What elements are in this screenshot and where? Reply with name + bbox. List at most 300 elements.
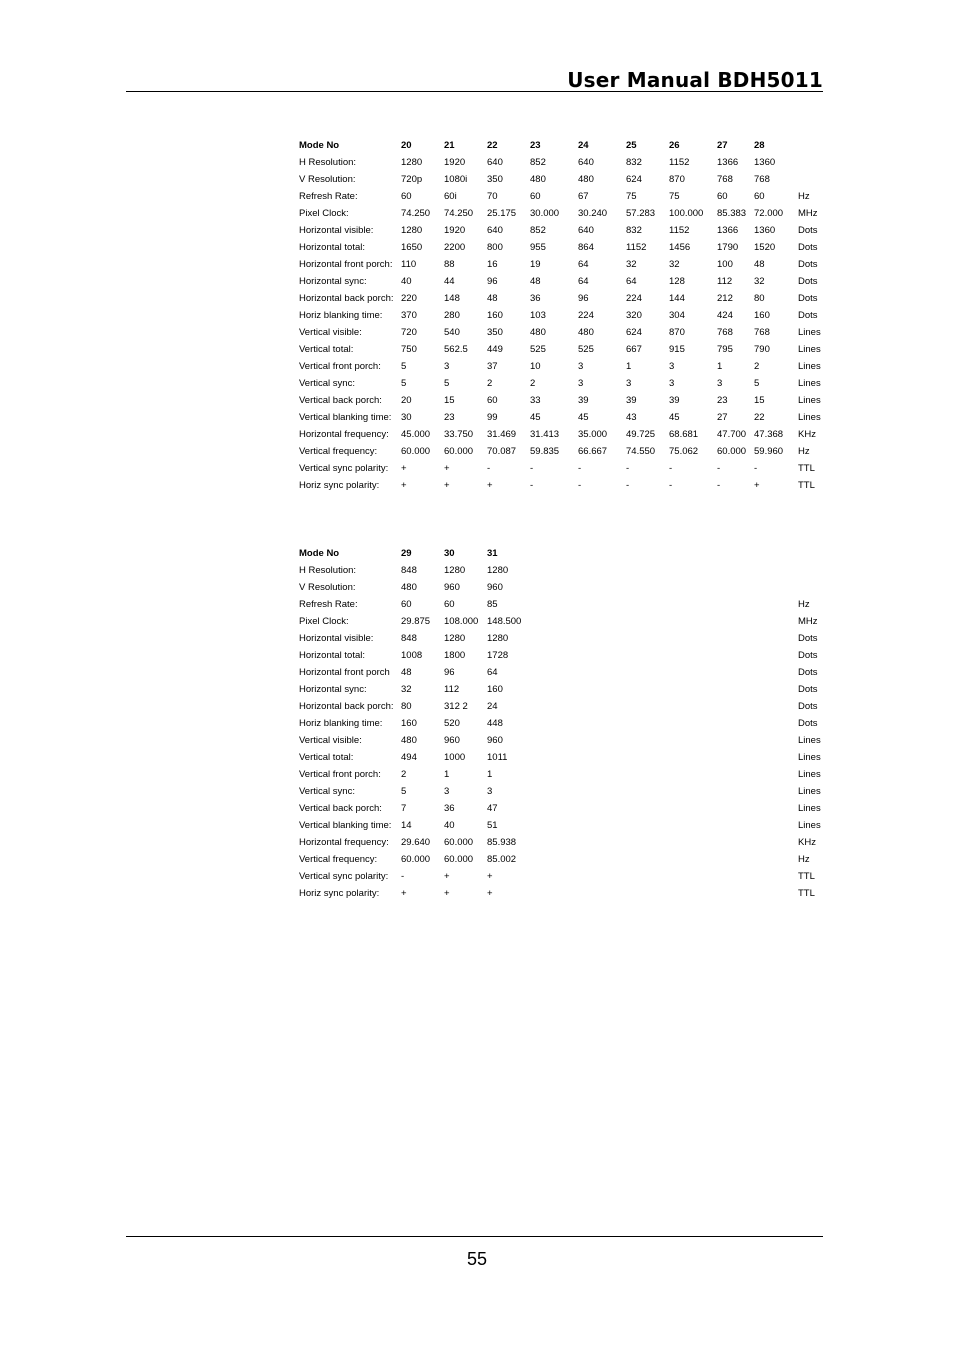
table-cell: - bbox=[669, 480, 673, 491]
table-cell: 72.000 bbox=[754, 208, 784, 219]
table-cell: 112 bbox=[717, 276, 733, 287]
unit-cell: Hz bbox=[798, 446, 810, 457]
table-row bbox=[299, 647, 828, 664]
table-cell: + bbox=[444, 888, 450, 899]
table-cell: 60 bbox=[487, 395, 498, 406]
unit-cell: TTL bbox=[798, 480, 815, 491]
table-cell: 148 bbox=[444, 293, 460, 304]
unit-cell: Lines bbox=[798, 803, 821, 814]
empty-cell bbox=[530, 732, 578, 749]
table-cell: 75 bbox=[669, 191, 680, 202]
unit-cell: Dots bbox=[798, 276, 818, 287]
unit-cell: Hz bbox=[798, 599, 810, 610]
table-cell: 39 bbox=[578, 395, 589, 406]
empty-cell bbox=[530, 664, 578, 681]
empty-cell bbox=[626, 698, 669, 715]
column-header-mode: 22 bbox=[487, 140, 498, 151]
empty-cell bbox=[530, 630, 578, 647]
table-cell: 525 bbox=[578, 344, 594, 355]
table-cell: 1728 bbox=[487, 650, 509, 661]
table-cell: 57.283 bbox=[626, 208, 656, 219]
table-cell: 45 bbox=[669, 412, 680, 423]
table-cell: 19 bbox=[530, 259, 541, 270]
table-cell: 60 bbox=[754, 191, 765, 202]
table-cell: 320 bbox=[626, 310, 642, 321]
table-cell: 70 bbox=[487, 191, 498, 202]
empty-cell bbox=[669, 647, 717, 664]
row-label: Vertical total: bbox=[299, 344, 354, 355]
table-cell: 85.938 bbox=[487, 837, 517, 848]
table-cell: 48 bbox=[530, 276, 541, 287]
column-header-mode: 30 bbox=[444, 548, 455, 559]
table-cell: 64 bbox=[578, 259, 589, 270]
table-cell: 5 bbox=[754, 378, 760, 389]
empty-cell bbox=[754, 783, 798, 800]
empty-cell bbox=[626, 715, 669, 732]
table-cell: 790 bbox=[754, 344, 770, 355]
unit-cell: Dots bbox=[798, 225, 818, 236]
table-cell: 768 bbox=[754, 174, 770, 185]
table-cell: 1520 bbox=[754, 242, 776, 253]
table-cell: 100 bbox=[717, 259, 733, 270]
empty-cell bbox=[754, 681, 798, 698]
table-cell: 48 bbox=[754, 259, 765, 270]
row-label: Horizontal front porch: bbox=[299, 259, 393, 270]
table-cell: 1280 bbox=[487, 633, 509, 644]
table-cell: 449 bbox=[487, 344, 503, 355]
empty-cell bbox=[530, 613, 578, 630]
table-cell: 480 bbox=[530, 174, 546, 185]
empty-cell bbox=[754, 851, 798, 868]
table-cell: - bbox=[717, 480, 721, 491]
empty-cell bbox=[754, 885, 798, 902]
table-cell: 3 bbox=[487, 786, 493, 797]
table-header-row bbox=[299, 545, 828, 562]
column-header-mode-no: Mode No bbox=[299, 140, 340, 151]
row-label: Vertical back porch: bbox=[299, 395, 382, 406]
column-header-mode: 24 bbox=[578, 140, 589, 151]
empty-cell bbox=[669, 596, 717, 613]
table-cell: 40 bbox=[444, 820, 455, 831]
empty-cell bbox=[578, 800, 626, 817]
table-cell: 768 bbox=[717, 174, 733, 185]
table-cell: 31.413 bbox=[530, 429, 560, 440]
empty-cell bbox=[669, 698, 717, 715]
empty-cell bbox=[626, 630, 669, 647]
table-cell: 29.875 bbox=[401, 616, 431, 627]
empty-cell bbox=[717, 596, 754, 613]
table-cell: 23 bbox=[717, 395, 728, 406]
table-cell: 1360 bbox=[754, 225, 776, 236]
table-cell: 494 bbox=[401, 752, 417, 763]
table-cell: 480 bbox=[401, 735, 417, 746]
empty-cell bbox=[669, 800, 717, 817]
column-header-mode: 23 bbox=[530, 140, 541, 151]
empty-cell bbox=[669, 545, 717, 562]
empty-cell bbox=[626, 766, 669, 783]
table-cell: 148.500 bbox=[487, 616, 522, 627]
row-label: Vertical sync: bbox=[299, 786, 355, 797]
row-label: Pixel Clock: bbox=[299, 208, 349, 219]
table-cell: 3 bbox=[444, 361, 450, 372]
table-cell: 870 bbox=[669, 174, 685, 185]
empty-cell bbox=[626, 783, 669, 800]
row-label: Horizontal total: bbox=[299, 242, 366, 253]
table-cell: 540 bbox=[444, 327, 460, 338]
table-cell: - bbox=[578, 480, 582, 491]
empty-cell bbox=[626, 681, 669, 698]
row-label: Horizontal sync: bbox=[299, 276, 367, 287]
table-cell: - bbox=[530, 480, 534, 491]
empty-cell bbox=[530, 800, 578, 817]
table-cell: 7 bbox=[401, 803, 407, 814]
empty-cell bbox=[717, 783, 754, 800]
table-row bbox=[299, 732, 828, 749]
table-cell: 800 bbox=[487, 242, 503, 253]
table-cell: 525 bbox=[530, 344, 546, 355]
table-cell: 768 bbox=[754, 327, 770, 338]
unit-cell: Lines bbox=[798, 395, 821, 406]
unit-cell bbox=[798, 579, 828, 596]
empty-cell bbox=[530, 545, 578, 562]
row-label: Horiz blanking time: bbox=[299, 718, 383, 729]
table-row bbox=[299, 239, 828, 256]
table-row bbox=[299, 783, 828, 800]
table-cell: 96 bbox=[578, 293, 589, 304]
table-cell: - bbox=[717, 463, 721, 474]
empty-cell bbox=[669, 579, 717, 596]
table-cell: 70.087 bbox=[487, 446, 517, 457]
table-cell: 66.667 bbox=[578, 446, 608, 457]
empty-cell bbox=[578, 579, 626, 596]
table-cell: 424 bbox=[717, 310, 733, 321]
table-cell: 31.469 bbox=[487, 429, 517, 440]
unit-cell: Dots bbox=[798, 701, 818, 712]
row-label: Vertical front porch: bbox=[299, 361, 381, 372]
empty-cell bbox=[626, 562, 669, 579]
table-cell: 39 bbox=[669, 395, 680, 406]
table-cell: 795 bbox=[717, 344, 733, 355]
table-cell: 955 bbox=[530, 242, 546, 253]
empty-cell bbox=[530, 783, 578, 800]
table-cell: 128 bbox=[669, 276, 685, 287]
table-row bbox=[299, 630, 828, 647]
empty-cell bbox=[717, 630, 754, 647]
table-row bbox=[299, 596, 828, 613]
table-cell: + bbox=[401, 480, 407, 491]
row-label: Vertical back porch: bbox=[299, 803, 382, 814]
table-cell: 37 bbox=[487, 361, 498, 372]
table-cell: 1790 bbox=[717, 242, 739, 253]
table-cell: 60i bbox=[444, 191, 457, 202]
table-cell: 60.000 bbox=[401, 446, 431, 457]
table-cell: 80 bbox=[401, 701, 412, 712]
empty-cell bbox=[669, 766, 717, 783]
unit-cell: Lines bbox=[798, 412, 821, 423]
empty-cell bbox=[578, 732, 626, 749]
table-cell: 32 bbox=[401, 684, 412, 695]
header-rule bbox=[126, 91, 823, 92]
table-row bbox=[299, 392, 828, 409]
empty-cell bbox=[669, 715, 717, 732]
empty-cell bbox=[578, 647, 626, 664]
table-cell: 1280 bbox=[444, 633, 466, 644]
row-label: Vertical visible: bbox=[299, 735, 362, 746]
empty-cell bbox=[626, 885, 669, 902]
table-cell: 640 bbox=[578, 157, 594, 168]
empty-cell bbox=[626, 868, 669, 885]
empty-cell bbox=[626, 664, 669, 681]
row-label: Horizontal visible: bbox=[299, 225, 374, 236]
table-cell: 1152 bbox=[669, 225, 690, 236]
unit-cell: Dots bbox=[798, 684, 818, 695]
empty-cell bbox=[530, 749, 578, 766]
unit-cell: Lines bbox=[798, 769, 821, 780]
unit-cell: MHz bbox=[798, 616, 818, 627]
table-cell: 23 bbox=[444, 412, 455, 423]
empty-cell bbox=[754, 596, 798, 613]
table-cell: 39 bbox=[626, 395, 637, 406]
empty-cell bbox=[717, 749, 754, 766]
empty-cell bbox=[669, 630, 717, 647]
empty-cell bbox=[530, 851, 578, 868]
unit-cell: TTL bbox=[798, 871, 815, 882]
table-cell: 1360 bbox=[754, 157, 776, 168]
table-cell: 88 bbox=[444, 259, 455, 270]
row-label: Horizontal frequency: bbox=[299, 429, 389, 440]
table-cell: 49.725 bbox=[626, 429, 656, 440]
table-row bbox=[299, 562, 828, 579]
empty-cell bbox=[578, 817, 626, 834]
unit-cell: KHz bbox=[798, 837, 816, 848]
table-row bbox=[299, 188, 828, 205]
table-cell: 35.000 bbox=[578, 429, 608, 440]
table-cell: 110 bbox=[401, 259, 417, 270]
table-cell: 22 bbox=[754, 412, 765, 423]
empty-cell bbox=[717, 698, 754, 715]
table-header-row bbox=[299, 137, 828, 154]
table-cell: 1920 bbox=[444, 157, 466, 168]
table-cell: 33.750 bbox=[444, 429, 474, 440]
table-cell: 2 bbox=[487, 378, 493, 389]
table-cell: 64 bbox=[626, 276, 637, 287]
empty-cell bbox=[717, 885, 754, 902]
table-cell: 160 bbox=[754, 310, 770, 321]
table-row bbox=[299, 460, 828, 477]
row-label: V Resolution: bbox=[299, 582, 356, 593]
table-cell: 60 bbox=[717, 191, 728, 202]
table-cell: 60 bbox=[530, 191, 541, 202]
empty-cell bbox=[626, 851, 669, 868]
empty-cell bbox=[754, 715, 798, 732]
empty-cell bbox=[669, 783, 717, 800]
empty-cell bbox=[626, 732, 669, 749]
empty-cell bbox=[717, 868, 754, 885]
empty-cell bbox=[578, 868, 626, 885]
table-cell: 1008 bbox=[401, 650, 423, 661]
table-row bbox=[299, 154, 828, 171]
table-cell: 60.000 bbox=[444, 446, 474, 457]
table-cell: 1366 bbox=[717, 157, 739, 168]
empty-cell bbox=[754, 834, 798, 851]
table-cell: 47.368 bbox=[754, 429, 784, 440]
empty-cell bbox=[669, 613, 717, 630]
table-row bbox=[299, 205, 828, 222]
footer-rule bbox=[126, 1236, 823, 1237]
table-cell: 47 bbox=[487, 803, 498, 814]
table-cell: 960 bbox=[444, 582, 460, 593]
table-cell: 74.250 bbox=[444, 208, 474, 219]
table-row bbox=[299, 817, 828, 834]
table-row bbox=[299, 375, 828, 392]
table-cell: 960 bbox=[444, 735, 460, 746]
row-label: Vertical sync polarity: bbox=[299, 871, 389, 882]
unit-cell: Dots bbox=[798, 650, 818, 661]
unit-cell: Dots bbox=[798, 259, 818, 270]
table-row bbox=[299, 409, 828, 426]
table-cell: 624 bbox=[626, 327, 642, 338]
table-cell: - bbox=[669, 463, 673, 474]
row-label: Pixel Clock: bbox=[299, 616, 349, 627]
column-header-mode: 25 bbox=[626, 140, 637, 151]
table-cell: + bbox=[487, 480, 493, 491]
unit-cell: Lines bbox=[798, 735, 821, 746]
column-header-mode: 26 bbox=[669, 140, 680, 151]
table-row bbox=[299, 307, 828, 324]
table-cell: 3 bbox=[444, 786, 450, 797]
table-cell: 43 bbox=[626, 412, 637, 423]
table-cell: 85.383 bbox=[717, 208, 747, 219]
table-cell: 720 bbox=[401, 327, 417, 338]
row-label: Horizontal visible: bbox=[299, 633, 374, 644]
table-cell: 3 bbox=[669, 361, 675, 372]
table-row bbox=[299, 324, 828, 341]
empty-cell bbox=[530, 885, 578, 902]
empty-cell bbox=[578, 545, 626, 562]
table-cell: 915 bbox=[669, 344, 685, 355]
empty-cell bbox=[717, 851, 754, 868]
row-label: Horizontal sync: bbox=[299, 684, 367, 695]
unit-cell bbox=[798, 562, 828, 579]
empty-cell bbox=[578, 630, 626, 647]
table-cell: 20 bbox=[401, 395, 412, 406]
table-cell: + bbox=[444, 463, 450, 474]
table-cell: 40 bbox=[401, 276, 412, 287]
table-row bbox=[299, 681, 828, 698]
table-cell: 74.250 bbox=[401, 208, 431, 219]
table-cell: 2 bbox=[401, 769, 407, 780]
table-row bbox=[299, 800, 828, 817]
row-label: Vertical frequency: bbox=[299, 854, 378, 865]
unit-cell: Hz bbox=[798, 854, 810, 865]
row-label: Vertical front porch: bbox=[299, 769, 381, 780]
empty-cell bbox=[717, 664, 754, 681]
table-cell: 1280 bbox=[401, 157, 423, 168]
row-label: Vertical total: bbox=[299, 752, 354, 763]
table-cell: 5 bbox=[401, 361, 407, 372]
empty-cell bbox=[669, 868, 717, 885]
unit-cell: Hz bbox=[798, 191, 810, 202]
table-cell: 75 bbox=[626, 191, 637, 202]
unit-cell: MHz bbox=[798, 208, 818, 219]
row-label: Horizontal front porch bbox=[299, 667, 390, 678]
table-cell: 720p bbox=[401, 174, 423, 185]
unit-cell: Lines bbox=[798, 752, 821, 763]
empty-cell bbox=[530, 715, 578, 732]
empty-cell bbox=[717, 732, 754, 749]
empty-cell bbox=[578, 681, 626, 698]
empty-cell bbox=[754, 613, 798, 630]
row-label: Vertical sync polarity: bbox=[299, 463, 389, 474]
table-cell: 29.640 bbox=[401, 837, 431, 848]
unit-cell: Lines bbox=[798, 378, 821, 389]
table-cell: 32 bbox=[626, 259, 637, 270]
table-row bbox=[299, 613, 828, 630]
table-cell: 16 bbox=[487, 259, 498, 270]
row-label: Vertical blanking time: bbox=[299, 412, 392, 423]
empty-cell bbox=[669, 851, 717, 868]
table-cell: 960 bbox=[487, 582, 503, 593]
row-label: Horizontal frequency: bbox=[299, 837, 389, 848]
empty-cell bbox=[717, 766, 754, 783]
timing-table-modes-20-28 bbox=[299, 137, 828, 494]
table-row bbox=[299, 579, 828, 596]
table-cell: 224 bbox=[578, 310, 594, 321]
table-cell: - bbox=[530, 463, 534, 474]
unit-cell: KHz bbox=[798, 429, 816, 440]
table-cell: 47.700 bbox=[717, 429, 747, 440]
table-cell: 14 bbox=[401, 820, 412, 831]
table-row bbox=[299, 290, 828, 307]
empty-cell bbox=[578, 851, 626, 868]
row-label: Horiz sync polarity: bbox=[299, 888, 380, 899]
table-cell: 864 bbox=[578, 242, 594, 253]
table-row bbox=[299, 698, 828, 715]
table-cell: 60.000 bbox=[717, 446, 747, 457]
table-cell: 2200 bbox=[444, 242, 466, 253]
empty-cell bbox=[754, 647, 798, 664]
table-cell: - bbox=[487, 463, 491, 474]
row-label: Refresh Rate: bbox=[299, 599, 358, 610]
table-cell: 852 bbox=[530, 225, 546, 236]
empty-cell bbox=[530, 562, 578, 579]
row-label: Horiz sync polarity: bbox=[299, 480, 380, 491]
table-cell: 848 bbox=[401, 565, 417, 576]
table-cell: 640 bbox=[578, 225, 594, 236]
column-header-mode: 31 bbox=[487, 548, 498, 559]
empty-cell bbox=[717, 579, 754, 596]
table-cell: 30.000 bbox=[530, 208, 560, 219]
table-cell: 224 bbox=[626, 293, 642, 304]
empty-cell bbox=[530, 579, 578, 596]
table-cell: 68.681 bbox=[669, 429, 699, 440]
table-cell: - bbox=[754, 463, 758, 474]
table-cell: 160 bbox=[487, 684, 503, 695]
empty-cell bbox=[530, 596, 578, 613]
empty-cell bbox=[754, 579, 798, 596]
unit-cell bbox=[798, 154, 828, 171]
table-cell: 103 bbox=[530, 310, 546, 321]
empty-cell bbox=[626, 596, 669, 613]
table-row bbox=[299, 358, 828, 375]
table-cell: 15 bbox=[444, 395, 455, 406]
empty-cell bbox=[578, 664, 626, 681]
table-cell: 51 bbox=[487, 820, 498, 831]
table-cell: 33 bbox=[530, 395, 541, 406]
empty-cell bbox=[626, 647, 669, 664]
table-cell: 85 bbox=[487, 599, 498, 610]
table-cell: 1 bbox=[626, 361, 632, 372]
